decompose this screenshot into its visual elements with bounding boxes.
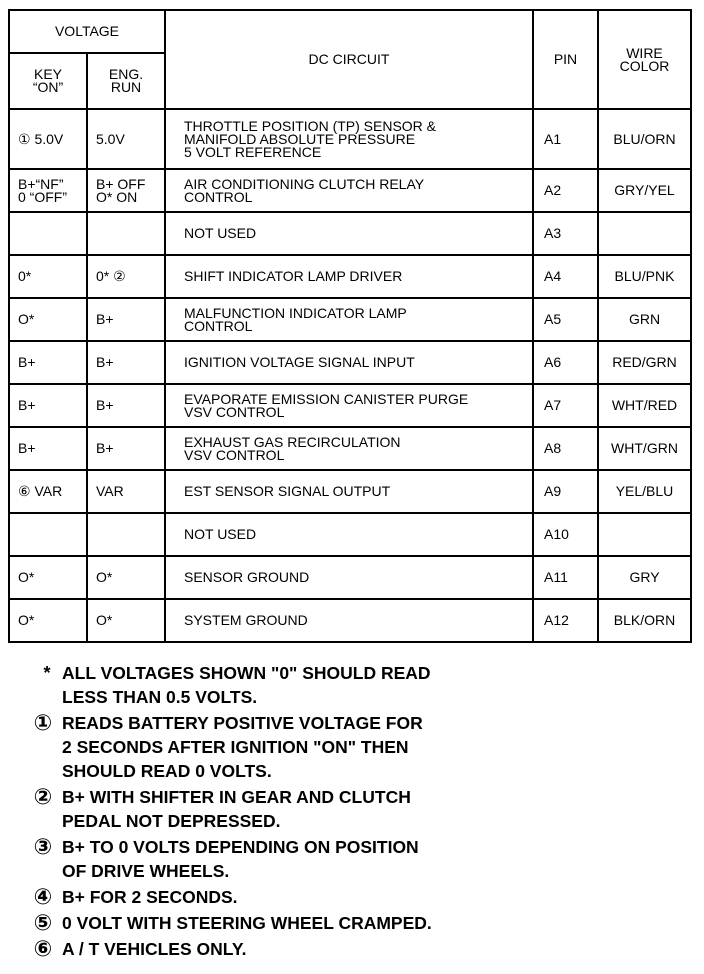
- dc-circuit-cell: AIR CONDITIONING CLUTCH RELAY CONTROL: [165, 169, 533, 212]
- pin-cell: A7: [533, 384, 598, 427]
- footnote-marker: ①: [33, 710, 53, 735]
- table-row: [9, 212, 691, 255]
- eng-run-voltage-cell: 0* ②: [87, 255, 165, 298]
- footnote: [28, 885, 688, 909]
- wire-color-cell: BLK/ORN: [598, 599, 691, 642]
- pin-cell: A11: [533, 556, 598, 599]
- dc-circuit-cell: EXHAUST GAS RECIRCULATION VSV CONTROL: [165, 427, 533, 470]
- footnote-text: A / T VEHICLES ONLY.: [62, 939, 247, 959]
- footnote-text: B+ TO 0 VOLTS DEPENDING ON POSITION OF DRIVE WHEELS.: [62, 837, 419, 881]
- dc-circuit-cell: SYSTEM GROUND: [165, 599, 533, 642]
- voltage-header: VOLTAGE: [9, 10, 165, 53]
- table-row: [9, 255, 691, 298]
- key-on-voltage-cell: B+: [9, 384, 87, 427]
- pin-cell: A6: [533, 341, 598, 384]
- key-on-voltage-cell: ⑥ VAR: [9, 470, 87, 513]
- wire-color-cell: BLU/PNK: [598, 255, 691, 298]
- eng-run-voltage-cell: 5.0V: [87, 109, 165, 169]
- table-row: [9, 599, 691, 642]
- wire-color-cell: [598, 212, 691, 255]
- wire-color-cell: BLU/ORN: [598, 109, 691, 169]
- eng-run-voltage-cell: [87, 513, 165, 556]
- eng-run-voltage-cell: B+: [87, 341, 165, 384]
- footnote: [28, 911, 688, 935]
- footnote-marker: ④: [33, 884, 53, 909]
- pin-cell: A4: [533, 255, 598, 298]
- pin-cell: A1: [533, 109, 598, 169]
- key-on-voltage-cell: O*: [9, 298, 87, 341]
- table-row: [9, 513, 691, 556]
- eng-run-voltage-cell: VAR: [87, 470, 165, 513]
- dc-circuit-header: DC CIRCUIT: [165, 10, 533, 109]
- dc-circuit-cell: NOT USED: [165, 212, 533, 255]
- pin-voltage-table: [8, 9, 692, 643]
- wire-color-cell: GRY: [598, 556, 691, 599]
- table-row: [9, 341, 691, 384]
- wire-color-cell: [598, 513, 691, 556]
- table-row: [9, 384, 691, 427]
- pin-cell: A8: [533, 427, 598, 470]
- eng-run-voltage-cell: B+: [87, 384, 165, 427]
- eng-run-voltage-cell: [87, 212, 165, 255]
- table-body: [9, 10, 691, 642]
- pin-cell: A9: [533, 470, 598, 513]
- key-on-voltage-cell: [9, 212, 87, 255]
- wire-color-cell: GRY/YEL: [598, 169, 691, 212]
- wire-color-header: WIRE COLOR: [598, 10, 691, 109]
- table-row: [9, 169, 691, 212]
- table-row: [9, 109, 691, 169]
- footnote: [28, 835, 688, 883]
- eng-run-header: ENG. RUN: [87, 53, 165, 109]
- footnote: [28, 785, 688, 833]
- pin-cell: A3: [533, 212, 598, 255]
- eng-run-voltage-cell: O*: [87, 599, 165, 642]
- dc-circuit-cell: EST SENSOR SIGNAL OUTPUT: [165, 470, 533, 513]
- header-row-top: [9, 10, 691, 53]
- dc-circuit-cell: NOT USED: [165, 513, 533, 556]
- key-on-voltage-cell: O*: [9, 556, 87, 599]
- table-row: [9, 556, 691, 599]
- footnote-text: 0 VOLT WITH STEERING WHEEL CRAMPED.: [62, 913, 432, 933]
- key-on-voltage-cell: O*: [9, 599, 87, 642]
- wire-color-cell: WHT/GRN: [598, 427, 691, 470]
- key-on-voltage-cell: ① 5.0V: [9, 109, 87, 169]
- footnote: [28, 711, 688, 783]
- table-row: [9, 470, 691, 513]
- key-on-voltage-cell: [9, 513, 87, 556]
- eng-run-voltage-cell: B+: [87, 298, 165, 341]
- pin-header: PIN: [533, 10, 598, 109]
- table-row: [9, 298, 691, 341]
- key-on-voltage-cell: B+: [9, 341, 87, 384]
- footnote-marker: ②: [33, 784, 53, 809]
- dc-circuit-cell: EVAPORATE EMISSION CANISTER PURGE VSV CONTROL: [165, 384, 533, 427]
- table-row: [9, 427, 691, 470]
- eng-run-voltage-cell: B+: [87, 427, 165, 470]
- key-on-header: KEY “ON”: [9, 53, 87, 109]
- wire-color-cell: WHT/RED: [598, 384, 691, 427]
- wire-color-cell: RED/GRN: [598, 341, 691, 384]
- footnote-text: ALL VOLTAGES SHOWN "0" SHOULD READ LESS THAN 0.5 VOLTS.: [62, 663, 431, 707]
- eng-run-voltage-cell: B+ OFF O* ON: [87, 169, 165, 212]
- footnote-marker: ③: [33, 834, 53, 859]
- footnote-text: B+ WITH SHIFTER IN GEAR AND CLUTCH PEDAL NOT DEPRESSED.: [62, 787, 411, 831]
- dc-circuit-cell: THROTTLE POSITION (TP) SENSOR & MANIFOLD ABSOLUTE PRESSURE 5 VOLT REFERENCE: [165, 109, 533, 169]
- pin-cell: A12: [533, 599, 598, 642]
- pin-cell: A10: [533, 513, 598, 556]
- pin-cell: A5: [533, 298, 598, 341]
- dc-circuit-cell: IGNITION VOLTAGE SIGNAL INPUT: [165, 341, 533, 384]
- footnotes: [28, 661, 688, 963]
- footnote-text: B+ FOR 2 SECONDS.: [62, 887, 238, 907]
- pin-cell: A2: [533, 169, 598, 212]
- footnote-marker: ⑤: [33, 910, 53, 935]
- dc-circuit-cell: SENSOR GROUND: [165, 556, 533, 599]
- dc-circuit-cell: SHIFT INDICATOR LAMP DRIVER: [165, 255, 533, 298]
- footnote: [28, 661, 688, 709]
- dc-circuit-cell: MALFUNCTION INDICATOR LAMP CONTROL: [165, 298, 533, 341]
- key-on-voltage-cell: B+: [9, 427, 87, 470]
- key-on-voltage-cell: B+“NF” 0 “OFF”: [9, 169, 87, 212]
- footnote-marker: *: [43, 663, 51, 683]
- key-on-voltage-cell: 0*: [9, 255, 87, 298]
- footnote: [28, 937, 688, 961]
- footnote-marker: ⑥: [33, 936, 53, 961]
- footnote-text: READS BATTERY POSITIVE VOLTAGE FOR 2 SECONDS AFTER IGNITION "ON" THEN SHOULD READ 0 VOLTS.: [62, 713, 423, 781]
- eng-run-voltage-cell: O*: [87, 556, 165, 599]
- wire-color-cell: YEL/BLU: [598, 470, 691, 513]
- wire-color-cell: GRN: [598, 298, 691, 341]
